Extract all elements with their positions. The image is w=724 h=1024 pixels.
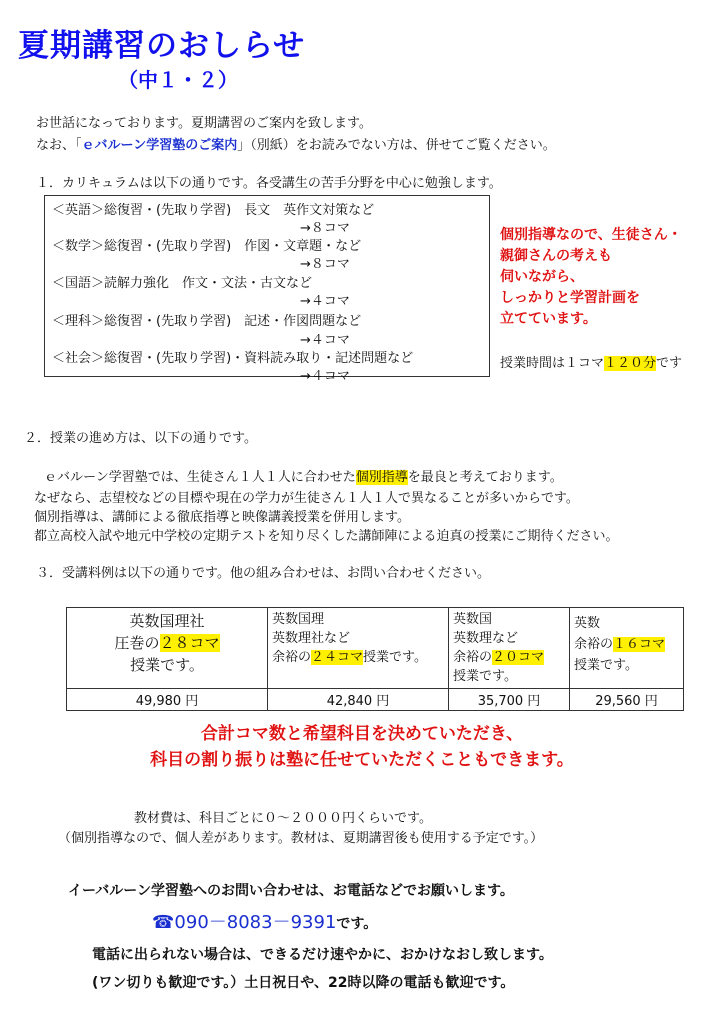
notice-line-1: 合計コマ数と希望科目を決めていただき、	[200, 724, 524, 744]
contact-line-4: (ワン切りも歓迎です。）土日祝日や、22時以降の電話も歓迎です。	[92, 975, 515, 991]
plan-subjects-alt: 英数理など	[453, 631, 519, 646]
plan-koma-highlight: １６コマ	[613, 637, 666, 652]
intro-line-1: お世話になっております。夏期講習のご案内を致します。	[36, 116, 372, 131]
plan-28	[67, 608, 268, 689]
plan-koma-highlight: ２０コマ	[492, 650, 545, 665]
section2-para-1-pre: ｅバルーン学習塾では、生徒さん１人１人に合わせた	[44, 470, 356, 485]
plan-koma-highlight: ２８コマ	[159, 634, 220, 652]
intro-line-2-pre: なお、「	[36, 138, 82, 153]
plan-16	[570, 608, 684, 689]
plan-suffix: 授業です。	[453, 669, 517, 684]
intro-line-2	[36, 134, 556, 153]
plan-20	[449, 608, 570, 689]
lesson-time-value: １２０分	[604, 356, 657, 371]
plan-subjects: 英数	[574, 616, 601, 631]
price-28: 49,980 円	[67, 689, 268, 711]
phone-suffix: です。	[336, 916, 378, 932]
intro-line-2-post: 」（別紙）をお読みでない方は、併せてご覧ください。	[237, 138, 556, 153]
plan-koma-post: 授業です。	[363, 650, 427, 665]
individual-note	[500, 225, 682, 330]
plan-koma-pre: 余裕の	[453, 650, 493, 665]
materials-line-1: 教材費は、科目ごとに０～２０００円くらいです。	[134, 811, 432, 826]
contact-line-1: イーバルーン学習塾へのお問い合わせは、お電話などでお願いします。	[68, 883, 514, 899]
section2-para-4: 都立高校入試や地元中学校の定期テストを知り尽くした講師陣による迫真の授業にご期待ください。	[34, 529, 619, 544]
section2-para-1-post: を最良と考えております。	[407, 470, 563, 485]
note-line: しっかりと学習計画を	[500, 290, 640, 306]
note-line: 親御さんの考えも	[500, 248, 612, 264]
section2-heading: ２．授業の進め方は、以下の通りです。	[24, 431, 257, 446]
lesson-time	[500, 352, 682, 371]
curriculum-social-koma: →４コマ	[300, 369, 350, 384]
curriculum-math-koma: →８コマ	[300, 257, 350, 272]
curriculum-science-koma: →４コマ	[300, 333, 350, 348]
curriculum-japanese-koma: →４コマ	[300, 294, 350, 309]
plan-koma-pre: 圧巻の	[114, 634, 160, 652]
price-20: 35,700 円	[449, 689, 570, 711]
contact-phone-row	[152, 908, 377, 934]
note-line: 立てています。	[500, 311, 597, 327]
section2-para-2: なぜなら、志望校などの目標や現在の学力が生徒さん１人１人で異なることが多いからです。	[34, 491, 579, 506]
materials-line-2: （個別指導なので、個人差があります。教材は、夏期講習後も使用する予定です。）	[58, 831, 544, 846]
plan-subjects-alt: 英数理社など	[272, 631, 351, 646]
individual-guidance-highlight: 個別指導	[355, 470, 408, 485]
page-subtitle: （中１・２）	[118, 68, 238, 92]
plan-koma-pre: 余裕の	[272, 650, 312, 665]
page-title: 夏期講習のおしらせ	[18, 28, 306, 64]
price-24: 42,840 円	[268, 689, 449, 711]
guide-link[interactable]: ｅバルーン学習塾のご案内	[81, 138, 238, 153]
plan-koma-pre: 余裕の	[574, 637, 614, 652]
curriculum-math: ＜数学＞総復習・(先取り学習) 作図・文章題・など	[52, 239, 362, 254]
note-line: 個別指導なので、生徒さん・	[500, 227, 682, 243]
lesson-time-pre: 授業時間は１コマ	[500, 356, 605, 371]
curriculum-english-koma: →８コマ	[300, 221, 350, 236]
plan-koma	[453, 648, 565, 667]
curriculum-japanese: ＜国語＞読解力強化 作文・文法・古文など	[52, 276, 313, 291]
section2-para-1	[44, 466, 563, 485]
plan-subjects: 英数国理社	[129, 612, 205, 630]
curriculum-english: ＜英語＞総復習・(先取り学習) 長文 英作文対策など	[52, 203, 375, 218]
section3-heading: ３．受講料例は以下の通りです。他の組み合わせは、お問い合わせください。	[36, 566, 490, 581]
contact-line-3: 電話に出られない場合は、できるだけ速やかに、おかけなおし致します。	[92, 947, 553, 963]
curriculum-social: ＜社会＞総復習・(先取り学習)・資料読み取り・記述問題など	[52, 351, 414, 366]
plan-suffix: 授業です。	[574, 658, 638, 673]
note-line: 伺いながら、	[500, 269, 584, 285]
plan-koma-highlight: ２４コマ	[311, 650, 364, 665]
notice-line-2: 科目の割り振りは塾に任せていただくこともできます。	[150, 750, 574, 770]
plan-subjects: 英数国	[453, 612, 493, 627]
curriculum-science: ＜理科＞総復習・(先取り学習) 記述・作図問題など	[52, 314, 362, 329]
price-16: 29,560 円	[570, 689, 684, 711]
plan-koma	[574, 634, 679, 655]
phone-number[interactable]: 090－8083－9391	[174, 912, 337, 933]
plan-subjects: 英数国理	[272, 612, 325, 627]
fee-table	[66, 607, 684, 711]
phone-icon: ☎	[152, 912, 175, 933]
plan-24	[268, 608, 449, 689]
plan-koma	[71, 632, 263, 654]
section2-para-3: 個別指導は、講師による徹底指導と映像講義授業を併用します。	[34, 510, 410, 525]
lesson-time-post: です	[656, 356, 683, 371]
plan-suffix: 授業です。	[130, 656, 204, 674]
section1-heading: １．カリキュラムは以下の通りです。各受講生の苦手分野を中心に勉強します。	[36, 176, 502, 191]
plan-koma	[272, 648, 444, 667]
